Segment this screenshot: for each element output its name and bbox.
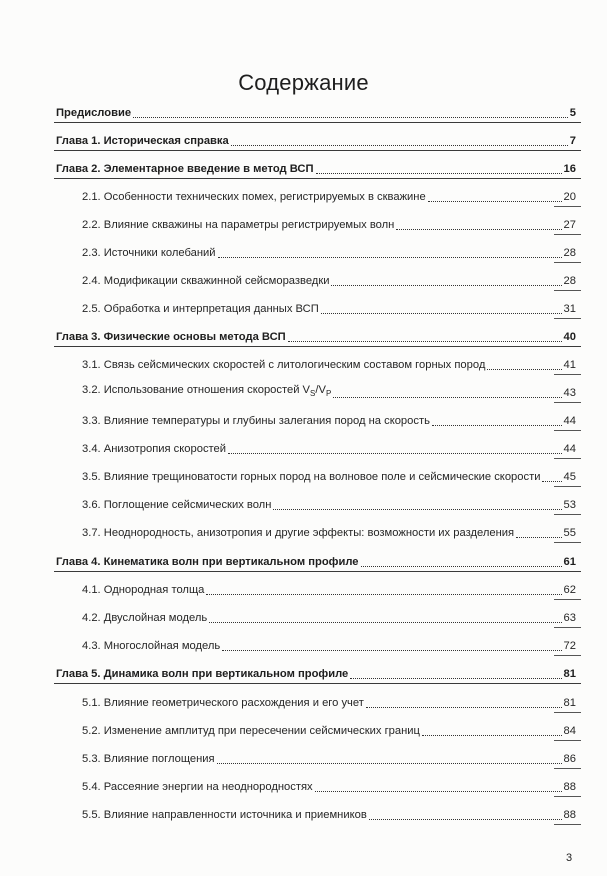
dot-leader xyxy=(218,257,562,258)
dot-leader xyxy=(432,425,562,426)
toc-entry-page: 72 xyxy=(563,640,576,652)
toc-entry-page: 41 xyxy=(563,359,576,371)
toc-entry-page: 43 xyxy=(563,387,576,399)
chapter-divider xyxy=(54,122,581,123)
dot-leader xyxy=(396,229,561,230)
toc-entry-label: 4.1. Однородная толща xyxy=(82,584,205,596)
section-divider xyxy=(554,318,581,319)
section-divider xyxy=(554,458,581,459)
toc-entry-page: 28 xyxy=(563,247,576,259)
dot-leader xyxy=(217,763,562,764)
toc-entry-label: 3.4. Анизотропия скоростей xyxy=(82,443,227,455)
toc-entry-label: 2.1. Особенности технических помех, регистрируемых в скважине xyxy=(82,191,426,203)
toc-entry-page: 31 xyxy=(563,303,576,315)
dot-leader xyxy=(333,397,561,398)
toc-entry-label: 3.2. Использование отношения скоростей $V_S/V_P$ xyxy=(82,383,332,398)
toc-entry-label: Предисловие xyxy=(56,107,132,119)
dot-leader xyxy=(206,594,561,595)
toc-entry-page: 20 xyxy=(563,191,576,203)
toc-entry-page: 81 xyxy=(563,697,576,709)
toc-section-entry[interactable] xyxy=(82,356,576,372)
toc-entry-label: 5.4. Рассеяние энергии на неоднородностях xyxy=(82,781,313,793)
dot-leader xyxy=(315,791,562,792)
toc-entry-label: 2.2. Влияние скважины на параметры регистрируемых волн xyxy=(82,219,395,231)
toc-section-entry[interactable] xyxy=(82,496,576,512)
toc-entry-page: 88 xyxy=(563,809,576,821)
toc-section-entry[interactable] xyxy=(82,468,576,484)
dot-leader xyxy=(288,341,562,342)
toc-entry-label: 4.2. Двуслойная модель xyxy=(82,612,208,624)
toc-entry-page: 61 xyxy=(563,556,576,568)
section-divider xyxy=(554,486,581,487)
toc-section-entry[interactable] xyxy=(82,244,576,260)
section-divider xyxy=(554,234,581,235)
toc-entry-page: 40 xyxy=(563,331,576,343)
toc-entry-page: 63 xyxy=(563,612,576,624)
section-divider xyxy=(554,768,581,769)
toc-section-entry[interactable] xyxy=(82,440,576,456)
toc-entry-page: 16 xyxy=(563,163,576,175)
dot-leader xyxy=(350,678,561,679)
toc-section-entry[interactable] xyxy=(82,272,576,288)
toc-entry-label: 4.3. Многослойная модель xyxy=(82,640,221,652)
toc-entry-page: 84 xyxy=(563,725,576,737)
section-divider xyxy=(554,599,581,600)
section-divider xyxy=(554,655,581,656)
toc-chapter-entry[interactable] xyxy=(56,328,576,344)
toc-section-entry[interactable] xyxy=(82,384,576,400)
toc-chapter-entry[interactable] xyxy=(56,553,576,569)
dot-leader xyxy=(331,285,561,286)
toc-entry-label: 3.7. Неоднородность, анизотропия и другие эффекты: возможности их разделения xyxy=(82,527,515,539)
section-divider xyxy=(554,712,581,713)
toc-entry-page: 55 xyxy=(563,527,576,539)
toc-entry-label: 5.3. Влияние поглощения xyxy=(82,753,215,765)
toc-entry-label: 3.5. Влияние трещиноватости горных пород на волновое поле и сейсмические скорости xyxy=(82,471,541,483)
toc-entry-label: 5.1. Влияние геометрического расхождения и его учет xyxy=(82,697,364,709)
toc-section-entry[interactable] xyxy=(82,637,576,653)
toc-section-entry[interactable] xyxy=(82,722,576,738)
toc-entry-label: 5.2. Изменение амплитуд при пересечении сейсмических границ xyxy=(82,725,420,737)
dot-leader xyxy=(222,650,561,651)
dot-leader xyxy=(321,313,562,314)
dot-leader xyxy=(228,453,562,454)
toc-entry-label: 2.4. Модификации скважинной сейсморазведки xyxy=(82,275,330,287)
toc-entry-page: 88 xyxy=(563,781,576,793)
toc-entry-label: Глава 2. Элементарное введение в метод ВСП xyxy=(56,163,314,175)
toc-entry-label: Глава 3. Физические основы метода ВСП xyxy=(56,331,286,343)
toc-section-entry[interactable] xyxy=(82,778,576,794)
toc-entry-page: 5 xyxy=(569,107,576,119)
section-divider xyxy=(554,430,581,431)
toc-entry-page: 44 xyxy=(563,415,576,427)
toc-entry-page: 81 xyxy=(563,668,576,680)
toc-section-entry[interactable] xyxy=(82,300,576,316)
toc-section-entry[interactable] xyxy=(82,750,576,766)
toc-entry-label: 2.3. Источники колебаний xyxy=(82,247,216,259)
toc-chapter-entry[interactable] xyxy=(56,132,576,148)
toc-section-entry[interactable] xyxy=(82,609,576,625)
toc-entry-page: 53 xyxy=(563,499,576,511)
toc-entry-page: 44 xyxy=(563,443,576,455)
page-number: 3 xyxy=(566,852,573,864)
section-divider xyxy=(554,627,581,628)
chapter-divider xyxy=(54,346,581,347)
toc-entry-label: Глава 4. Кинематика волн при вертикальном профиле xyxy=(56,556,359,568)
section-divider xyxy=(554,374,581,375)
section-divider xyxy=(554,206,581,207)
toc-chapter-entry[interactable] xyxy=(56,160,576,176)
chapter-divider xyxy=(54,150,581,151)
toc-entry-label: Глава 5. Динамика волн при вертикальном профиле xyxy=(56,668,349,680)
chapter-divider xyxy=(54,683,581,684)
toc-section-entry[interactable] xyxy=(82,524,576,540)
toc-section-entry[interactable] xyxy=(82,694,576,710)
section-divider xyxy=(554,290,581,291)
section-divider xyxy=(554,740,581,741)
toc-entry-page: 62 xyxy=(563,584,576,596)
toc-entry-page: 7 xyxy=(569,135,576,147)
section-divider xyxy=(554,262,581,263)
dot-leader xyxy=(316,173,562,174)
toc-entry-page: 27 xyxy=(563,219,576,231)
dot-leader xyxy=(366,707,562,708)
dot-leader xyxy=(209,622,561,623)
section-divider xyxy=(554,402,581,403)
toc-entry-label: 2.5. Обработка и интерпретация данных ВСП xyxy=(82,303,319,315)
section-divider xyxy=(554,824,581,825)
toc-entry-label: 3.1. Связь сейсмических скоростей с литологическим составом горных пород xyxy=(82,359,486,371)
toc-section-entry[interactable] xyxy=(82,412,576,428)
dot-leader xyxy=(487,369,561,370)
dot-leader xyxy=(273,509,561,510)
toc-entry-label: 3.6. Поглощение сейсмических волн xyxy=(82,499,272,511)
section-divider xyxy=(554,542,581,543)
toc-chapter-entry[interactable] xyxy=(56,104,576,120)
dot-leader xyxy=(516,537,561,538)
toc-section-entry[interactable] xyxy=(82,581,576,597)
dot-leader xyxy=(231,145,568,146)
toc-section-entry[interactable] xyxy=(82,806,576,822)
chapter-divider xyxy=(54,571,581,572)
toc-entry-page: 28 xyxy=(563,275,576,287)
toc-section-entry[interactable] xyxy=(82,216,576,232)
page-title: Содержание xyxy=(238,70,369,95)
toc-entry-label: 5.5. Влияние направленности источника и приемников xyxy=(82,809,367,821)
toc-entry-page: 45 xyxy=(563,471,576,483)
dot-leader xyxy=(542,481,561,482)
toc-entry-label: 3.3. Влияние температуры и глубины залегания пород на скорость xyxy=(82,415,430,427)
toc-entry-label: Глава 1. Историческая справка xyxy=(56,135,229,147)
dot-leader xyxy=(361,566,562,567)
section-divider xyxy=(554,514,581,515)
dot-leader xyxy=(133,117,568,118)
toc-chapter-entry[interactable] xyxy=(56,665,576,681)
dot-leader xyxy=(428,201,562,202)
dot-leader xyxy=(369,819,562,820)
dot-leader xyxy=(422,735,562,736)
chapter-divider xyxy=(54,178,581,179)
section-divider xyxy=(554,796,581,797)
toc-entry-page: 86 xyxy=(563,753,576,765)
toc-section-entry[interactable] xyxy=(82,188,576,204)
